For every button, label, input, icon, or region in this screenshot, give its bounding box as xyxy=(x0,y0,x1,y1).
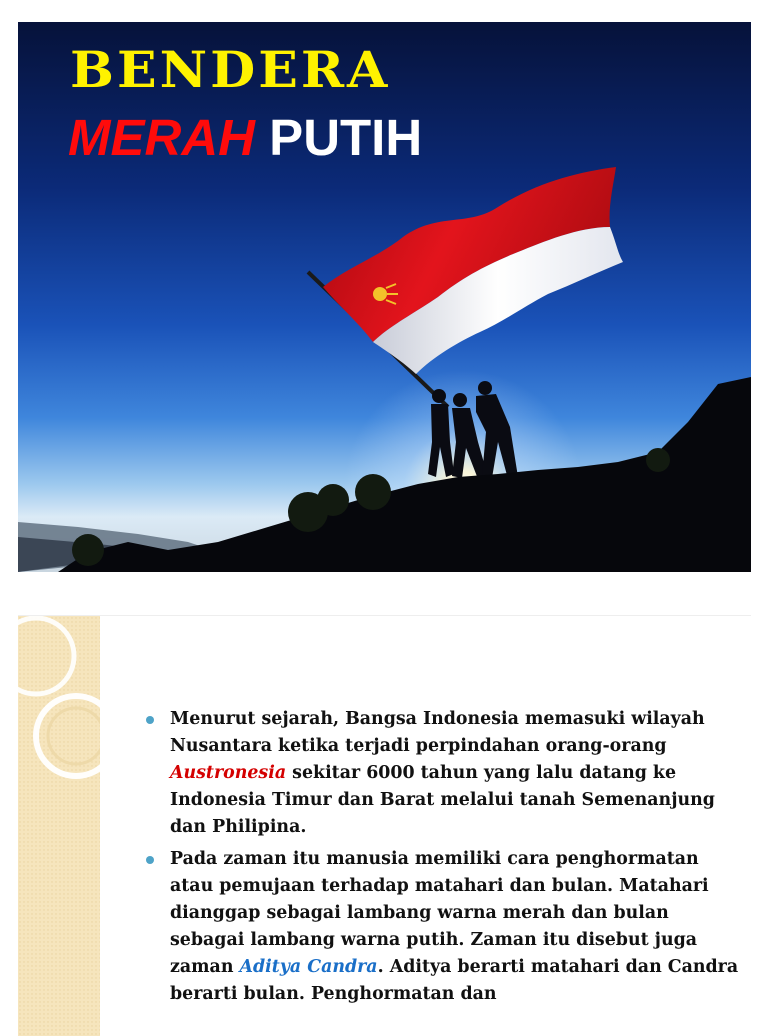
flag-photo-illustration xyxy=(18,22,751,572)
bullet-text: . Aditya berarti matahari dan Candra berarti bulan. Penghormatan dan xyxy=(170,957,739,1004)
title-slide xyxy=(18,22,751,572)
bullet-text: Pada zaman itu manusia memiliki cara penghormatan atau pemujaan terhadap matahari dan bulan. Matahari dianggap sebagai lambang warna merah dan bulan sebagai lambang warna putih. Zaman itu disebut juga zaman xyxy=(170,849,709,977)
bullet-text: Menurut sejarah, Bangsa Indonesia memasuki wilayah Nusantara ketika terjadi perpindahan orang-orang xyxy=(170,709,705,756)
bullet-dot-icon xyxy=(146,856,154,864)
history-slide xyxy=(18,615,751,1036)
decorative-side-panel xyxy=(18,616,100,1036)
decorative-circles xyxy=(18,616,100,1036)
history-content xyxy=(146,706,746,1013)
title-putih: PUTIH xyxy=(269,109,423,166)
title-bendera: BENDERA xyxy=(70,41,391,100)
title-merah: MERAH xyxy=(68,109,255,166)
bullet-item xyxy=(146,706,746,841)
highlight-austronesia: Austronesia xyxy=(170,763,287,783)
bullet-text: sekitar 6000 tahun yang lalu datang ke Indonesia Timur dan Barat melalui tanah Semenanjung dan Philipina. xyxy=(170,763,715,837)
bullet-dot-icon xyxy=(146,716,154,724)
flag-emblem xyxy=(373,287,387,301)
title-merah-putih xyxy=(68,108,422,167)
highlight-aditya-candra: Aditya Candra xyxy=(239,957,378,977)
bullet-item xyxy=(146,846,746,1008)
